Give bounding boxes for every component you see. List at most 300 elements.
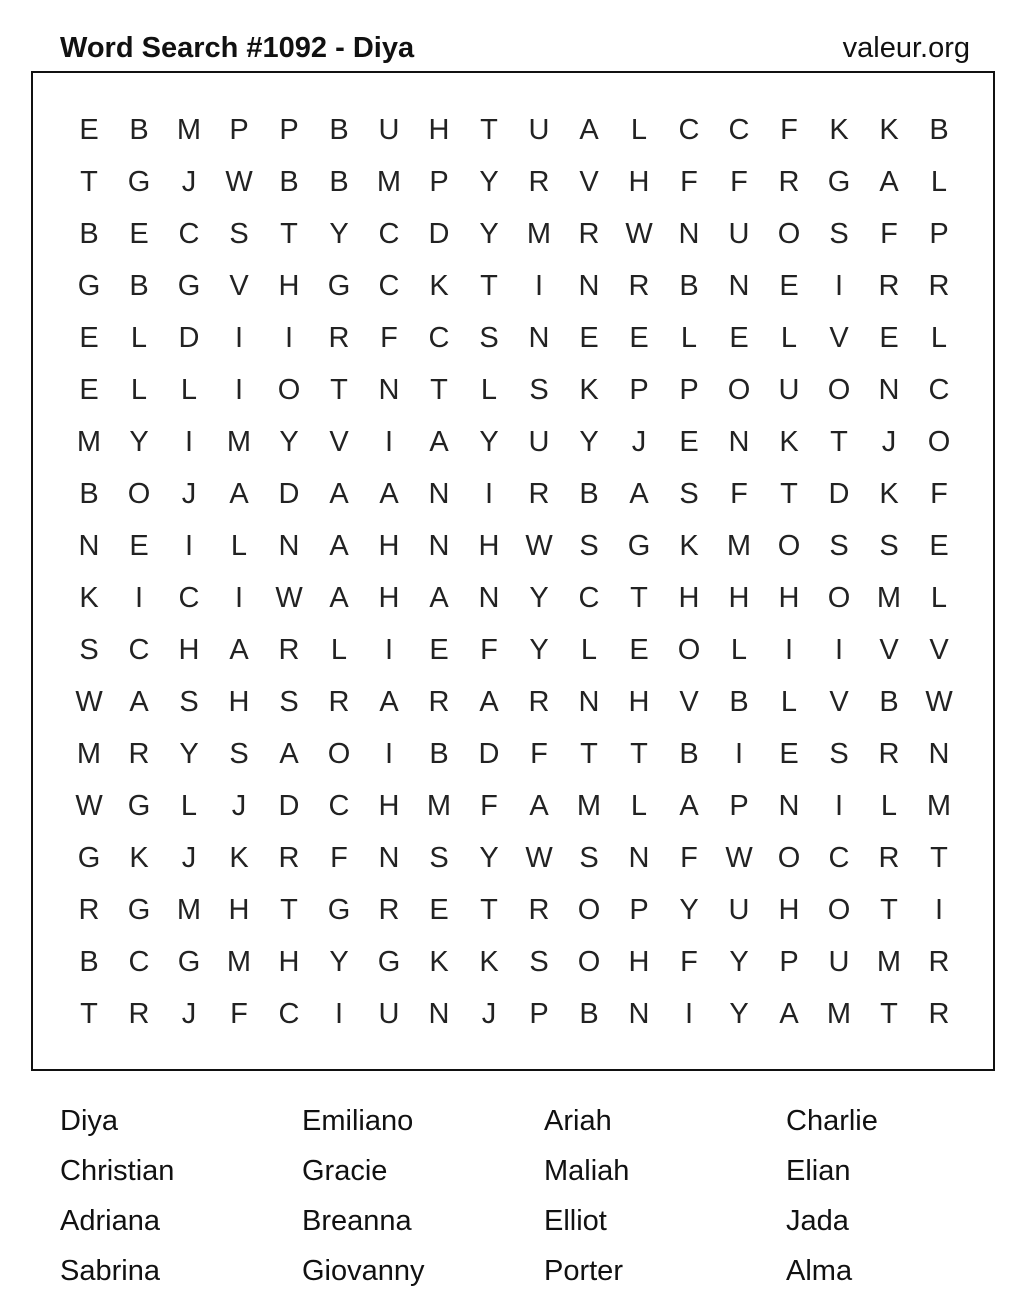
grid-letter: E (129, 218, 149, 250)
grid-letter: N (678, 218, 700, 250)
grid-letter: A (279, 738, 299, 770)
grid-letter: Y (479, 842, 499, 874)
grid-letter: C (928, 374, 950, 406)
grid-letter: K (879, 478, 899, 510)
grid-letter: R (578, 218, 600, 250)
grid-letter: I (184, 426, 194, 458)
grid-letter: J (181, 998, 197, 1030)
grid-letter: E (779, 738, 799, 770)
grid-letter: K (79, 582, 99, 614)
grid-letter: C (128, 634, 150, 666)
word-list-item: Breanna (302, 1205, 412, 1237)
grid-letter: M (876, 582, 902, 614)
grid-letter: R (328, 322, 350, 354)
grid-letter: D (278, 790, 300, 822)
grid-letter: L (230, 530, 248, 562)
grid-letter: S (829, 218, 849, 250)
grid-letter: P (629, 374, 649, 406)
grid-letter: I (534, 270, 544, 302)
grid-letter: E (629, 322, 649, 354)
header (60, 26, 970, 70)
grid-letter: F (480, 790, 498, 822)
grid-letter: R (528, 166, 550, 198)
grid-letter: K (679, 530, 699, 562)
grid-letter: W (725, 842, 753, 874)
grid-letter: C (728, 114, 750, 146)
grid-letter: A (379, 478, 399, 510)
grid-letter: H (378, 582, 400, 614)
grid-letter: B (279, 166, 299, 198)
grid-letter: Y (579, 426, 599, 458)
grid-letter: H (278, 946, 300, 978)
grid-letter: R (878, 738, 900, 770)
grid-letter: Y (329, 946, 349, 978)
grid-letter: L (330, 634, 348, 666)
grid-letter: M (876, 946, 902, 978)
grid-letter: M (76, 738, 102, 770)
grid-letter: H (278, 270, 300, 302)
grid-letter: B (579, 998, 599, 1030)
grid-letter: E (779, 270, 799, 302)
word-list (60, 1096, 1028, 1296)
grid-letter: F (480, 634, 498, 666)
grid-letter: R (928, 998, 950, 1030)
grid-letter: B (79, 218, 99, 250)
grid-letter: B (329, 166, 349, 198)
grid-letter: W (275, 582, 303, 614)
grid-letter: K (779, 426, 799, 458)
grid-letter: R (878, 270, 900, 302)
grid-letter: A (329, 582, 349, 614)
grid-letter: D (428, 218, 450, 250)
grid-letter: L (180, 374, 198, 406)
grid-letter: P (779, 946, 799, 978)
grid-letter: G (77, 270, 101, 302)
grid-letter: F (230, 998, 248, 1030)
grid-letter: O (677, 634, 701, 666)
grid-letter: F (730, 166, 748, 198)
grid-letter: Y (729, 946, 749, 978)
grid-letter: R (328, 686, 350, 718)
grid-letter: N (528, 322, 550, 354)
grid-letter: Y (529, 582, 549, 614)
grid-letter: R (428, 686, 450, 718)
grid-letter: R (778, 166, 800, 198)
grid-letter: O (827, 894, 851, 926)
grid-letter: T (480, 270, 498, 302)
grid-letter: W (525, 530, 553, 562)
grid-letter: I (284, 322, 294, 354)
grid-letter: A (579, 114, 599, 146)
grid-letter: T (480, 894, 498, 926)
grid-letter: T (580, 738, 598, 770)
word-list-item: Elian (786, 1155, 851, 1187)
grid-letter: Y (179, 738, 199, 770)
grid-letter: S (529, 374, 549, 406)
grid-letter: Y (729, 998, 749, 1030)
grid-letter: E (429, 894, 449, 926)
grid-letter: F (330, 842, 348, 874)
grid-letter: G (177, 270, 201, 302)
grid-letter: C (378, 218, 400, 250)
word-list-item: Adriana (60, 1205, 160, 1237)
grid-letter: E (879, 322, 899, 354)
grid-letter: A (629, 478, 649, 510)
grid-letter: I (234, 322, 244, 354)
grid-letter: T (880, 998, 898, 1030)
grid-letter: M (426, 790, 452, 822)
grid-letter: B (679, 738, 699, 770)
grid-letter: O (277, 374, 301, 406)
grid-letter: R (528, 686, 550, 718)
grid-letter: C (178, 218, 200, 250)
grid-letter: R (128, 998, 150, 1030)
grid-letter: T (630, 582, 648, 614)
grid-letter: R (928, 270, 950, 302)
grid-letter: M (76, 426, 102, 458)
grid-letter: A (229, 634, 249, 666)
grid-letter: S (829, 738, 849, 770)
grid-letter: B (879, 686, 899, 718)
grid-letter: A (529, 790, 549, 822)
grid-letter: P (229, 114, 249, 146)
grid-letter: L (180, 790, 198, 822)
grid-letter: N (478, 582, 500, 614)
grid-letter: L (580, 634, 598, 666)
grid-letter: H (628, 946, 650, 978)
grid-letter: P (729, 790, 749, 822)
grid-letter: H (228, 894, 250, 926)
grid-letter: E (79, 322, 99, 354)
word-list-item: Alma (786, 1255, 853, 1287)
grid-letter: P (429, 166, 449, 198)
grid-letter: I (384, 634, 394, 666)
puzzle-title: Word Search #1092 - Diya (60, 32, 415, 64)
grid-letter: B (129, 270, 149, 302)
grid-letter: C (378, 270, 400, 302)
grid-letter: T (930, 842, 948, 874)
grid-letter: M (726, 530, 752, 562)
grid-letter: J (881, 426, 897, 458)
grid-letter: P (679, 374, 699, 406)
grid-letter: M (226, 426, 252, 458)
grid-letter: C (678, 114, 700, 146)
grid-letter: I (334, 998, 344, 1030)
grid-letter: E (129, 530, 149, 562)
grid-letter: A (429, 426, 449, 458)
grid-letter: E (579, 322, 599, 354)
site-name: valeur.org (842, 32, 970, 64)
grid-letter: R (628, 270, 650, 302)
grid-letter: B (579, 478, 599, 510)
grid-letter: U (528, 114, 550, 146)
grid-letter: L (880, 790, 898, 822)
grid-letter: W (525, 842, 553, 874)
grid-letter: K (879, 114, 899, 146)
grid-letter: A (229, 478, 249, 510)
grid-letter: B (929, 114, 949, 146)
grid-letter: J (181, 842, 197, 874)
grid-letter: I (834, 270, 844, 302)
word-list-item: Giovanny (302, 1255, 425, 1287)
grid-letter: H (478, 530, 500, 562)
grid-letter: B (429, 738, 449, 770)
grid-letter: I (684, 998, 694, 1030)
grid-letter: E (629, 634, 649, 666)
grid-letter: S (829, 530, 849, 562)
grid-letter: K (579, 374, 599, 406)
grid-letter: T (280, 894, 298, 926)
word-list-item: Diya (60, 1105, 119, 1137)
grid-letter: T (830, 426, 848, 458)
grid-letter: K (829, 114, 849, 146)
grid-letter: S (229, 218, 249, 250)
grid-letter: G (127, 166, 151, 198)
grid-letter: V (829, 686, 849, 718)
grid-letter: M (576, 790, 602, 822)
grid-letter: N (878, 374, 900, 406)
grid-letter: N (428, 998, 450, 1030)
grid-letter: N (578, 686, 600, 718)
grid-letter: W (75, 790, 103, 822)
word-list-item: Gracie (302, 1155, 388, 1187)
grid-letter: L (930, 582, 948, 614)
grid-letter: N (928, 738, 950, 770)
grid-letter: H (428, 114, 450, 146)
grid-letter: R (378, 894, 400, 926)
grid-letter: O (777, 530, 801, 562)
grid-letter: U (828, 946, 850, 978)
grid-letter: F (680, 166, 698, 198)
grid-letter: J (631, 426, 647, 458)
grid-letter: O (327, 738, 351, 770)
grid-letter: V (929, 634, 949, 666)
grid-letter: S (579, 842, 599, 874)
grid-letter: L (130, 322, 148, 354)
grid-letter: G (327, 894, 351, 926)
word-list-item: Jada (786, 1205, 849, 1237)
grid-letter: K (429, 270, 449, 302)
grid-letter: C (828, 842, 850, 874)
grid-letter: T (280, 218, 298, 250)
grid-letter: Y (479, 166, 499, 198)
grid-letter: S (879, 530, 899, 562)
grid-letter: T (480, 114, 498, 146)
grid-letter: H (778, 894, 800, 926)
grid-letter: S (229, 738, 249, 770)
grid-letter: U (378, 114, 400, 146)
grid-letter: O (827, 582, 851, 614)
grid-letter: O (777, 842, 801, 874)
grid-letter: E (929, 530, 949, 562)
grid-letter: F (730, 478, 748, 510)
grid-letter: F (930, 478, 948, 510)
grid-letter: H (228, 686, 250, 718)
grid-letter: C (178, 582, 200, 614)
grid-letter: R (128, 738, 150, 770)
grid-letter: I (834, 634, 844, 666)
grid-letter: G (377, 946, 401, 978)
grid-letter: L (930, 166, 948, 198)
word-list-item: Ariah (544, 1105, 612, 1137)
grid-letter: D (278, 478, 300, 510)
grid-letter: U (378, 998, 400, 1030)
grid-letter: N (628, 998, 650, 1030)
grid-letter: S (579, 530, 599, 562)
grid-letter: O (777, 218, 801, 250)
grid-letter: C (128, 946, 150, 978)
grid-letter: L (630, 790, 648, 822)
grid-letter: G (77, 842, 101, 874)
grid-letter: Y (479, 426, 499, 458)
grid-letter: I (234, 374, 244, 406)
grid-letter: N (378, 374, 400, 406)
word-list-item: Christian (60, 1155, 175, 1187)
grid-letter: T (80, 998, 98, 1030)
grid-letter: H (778, 582, 800, 614)
grid-letter: N (778, 790, 800, 822)
word-list-item: Elliot (544, 1205, 607, 1237)
grid-letter: I (184, 530, 194, 562)
grid-letter: A (779, 998, 799, 1030)
grid-letter: U (728, 218, 750, 250)
grid-letter: J (181, 478, 197, 510)
word-list-item: Maliah (544, 1155, 630, 1187)
grid-letter: U (528, 426, 550, 458)
grid-letter: W (925, 686, 953, 718)
grid-letter: N (578, 270, 600, 302)
grid-letter: C (278, 998, 300, 1030)
grid-letter: O (727, 374, 751, 406)
grid-letter: S (429, 842, 449, 874)
grid-letter: R (928, 946, 950, 978)
grid-letter: V (229, 270, 249, 302)
grid-letter: O (577, 894, 601, 926)
grid-letter: A (429, 582, 449, 614)
grid-letter: B (679, 270, 699, 302)
grid-letter: M (826, 998, 852, 1030)
grid-letter: O (577, 946, 601, 978)
grid-letter: Y (479, 218, 499, 250)
grid-letter: S (529, 946, 549, 978)
grid-letter: N (428, 478, 450, 510)
grid-letter: M (226, 946, 252, 978)
grid-letter: Y (529, 634, 549, 666)
grid-letter: R (278, 842, 300, 874)
grid-letter: W (625, 218, 653, 250)
grid-letter: W (75, 686, 103, 718)
grid-letter: B (79, 478, 99, 510)
grid-letter: T (330, 374, 348, 406)
grid-letter: B (729, 686, 749, 718)
grid-letter: G (177, 946, 201, 978)
grid-letter: O (127, 478, 151, 510)
grid-letter: M (526, 218, 552, 250)
grid-letter: T (880, 894, 898, 926)
grid-letter: V (879, 634, 899, 666)
grid-letter: N (728, 270, 750, 302)
grid-letter: S (279, 686, 299, 718)
grid-letter: A (329, 530, 349, 562)
grid-letter: S (179, 686, 199, 718)
grid-letter: T (80, 166, 98, 198)
grid-letter: W (225, 166, 253, 198)
grid-letter: H (378, 530, 400, 562)
grid-letter: V (579, 166, 599, 198)
grid-letter: B (79, 946, 99, 978)
grid-letter: H (628, 166, 650, 198)
grid-letter: G (627, 530, 651, 562)
grid-letter: G (127, 790, 151, 822)
grid-letter: Y (129, 426, 149, 458)
grid-letter: U (778, 374, 800, 406)
grid-letter: M (176, 894, 202, 926)
grid-letter: O (827, 374, 851, 406)
grid-letter: T (780, 478, 798, 510)
grid-letter: V (829, 322, 849, 354)
grid-letter: A (479, 686, 499, 718)
grid-letter: B (329, 114, 349, 146)
grid-letter: D (178, 322, 200, 354)
grid-letter: L (780, 686, 798, 718)
grid-letter: R (528, 894, 550, 926)
grid-letter: D (478, 738, 500, 770)
grid-letter: I (834, 790, 844, 822)
grid-letter: F (530, 738, 548, 770)
grid-letter: H (728, 582, 750, 614)
grid-letter: R (878, 842, 900, 874)
grid-letter: H (628, 686, 650, 718)
grid-letter: R (278, 634, 300, 666)
grid-letter: V (679, 686, 699, 718)
grid-letter: A (879, 166, 899, 198)
grid-letter: P (929, 218, 949, 250)
grid-letter: E (79, 374, 99, 406)
grid-letter: L (780, 322, 798, 354)
grid-letter: I (134, 582, 144, 614)
grid-letter: M (926, 790, 952, 822)
grid-letter: I (734, 738, 744, 770)
grid-letter: L (730, 634, 748, 666)
grid-letter: F (680, 842, 698, 874)
grid-letter: N (428, 530, 450, 562)
grid-letter: P (629, 894, 649, 926)
grid-letter: G (327, 270, 351, 302)
grid-letter: A (379, 686, 399, 718)
grid-letter: F (680, 946, 698, 978)
letter-grid (64, 104, 964, 1040)
grid-letter: A (679, 790, 699, 822)
word-list-item: Emiliano (302, 1105, 414, 1137)
grid-letter: K (229, 842, 249, 874)
grid-letter: K (429, 946, 449, 978)
grid-letter: Y (329, 218, 349, 250)
grid-letter: O (927, 426, 951, 458)
grid-letter: B (129, 114, 149, 146)
grid-letter: T (630, 738, 648, 770)
grid-letter: Y (679, 894, 699, 926)
grid-letter: P (279, 114, 299, 146)
grid-letter: L (480, 374, 498, 406)
grid-letter: F (380, 322, 398, 354)
grid-letter: G (127, 894, 151, 926)
grid-letter: L (680, 322, 698, 354)
grid-letter: I (234, 582, 244, 614)
grid-letter: L (130, 374, 148, 406)
grid-letter: H (178, 634, 200, 666)
grid-letter: P (529, 998, 549, 1030)
grid-letter: N (728, 426, 750, 458)
